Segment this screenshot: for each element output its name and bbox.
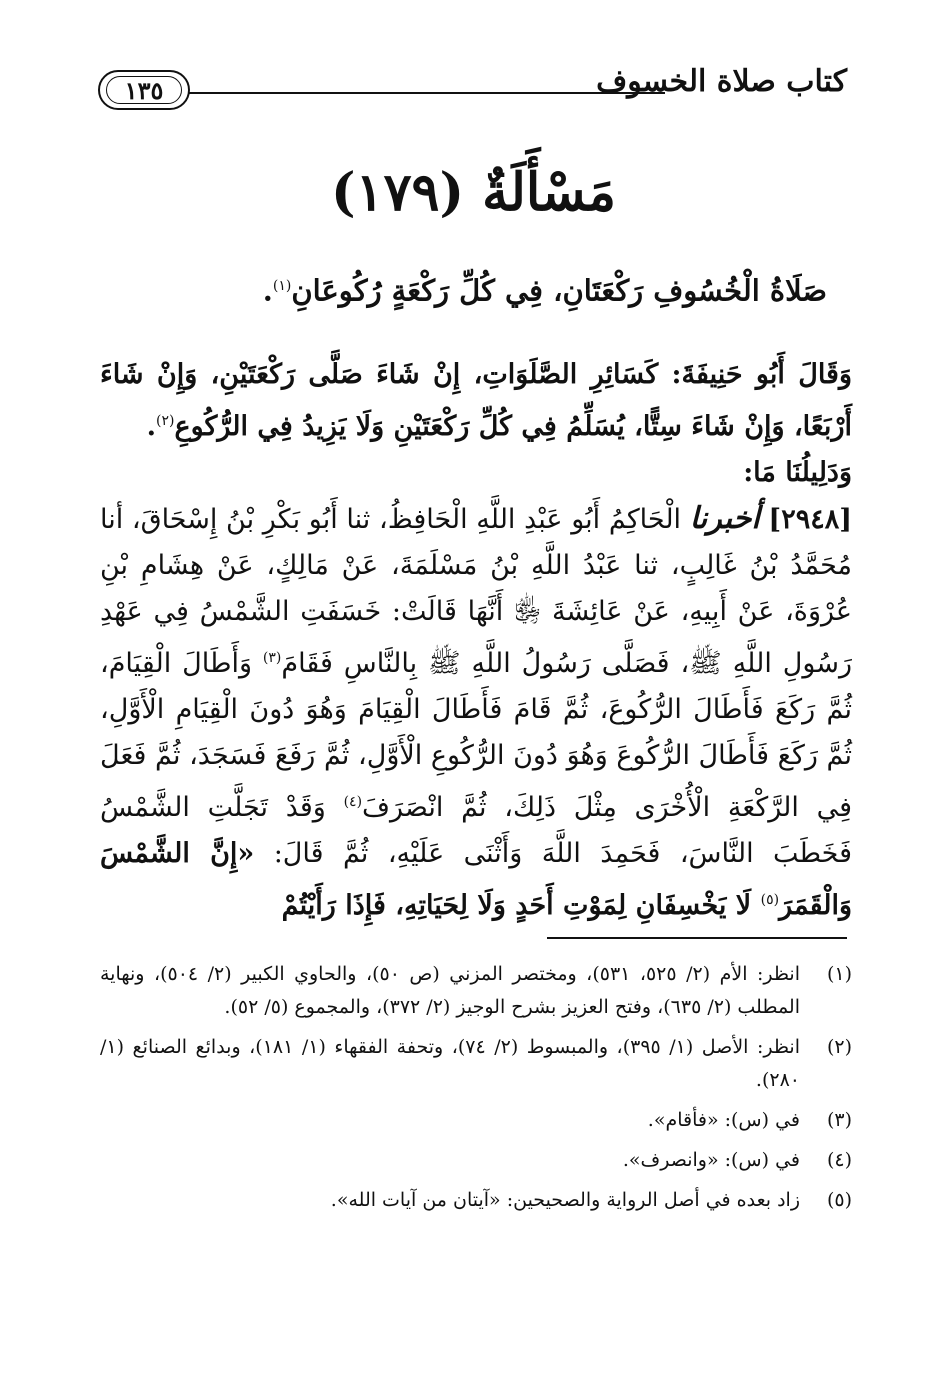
statement-end: . (262, 273, 273, 308)
footnote-text: في (س): «وانصرف». (622, 1149, 800, 1171)
hadith-text-d: لَا يَخْسِفَانِ لِمَوْتِ أَحَدٍ وَلَا لِحَيَاتِهِ، فَإِذَا رَأَيْتُمْ (281, 890, 761, 921)
issue-statement (100, 262, 827, 315)
footnote-ref-2: (٢) (156, 413, 175, 429)
hadith-text-c: وَقَدْ تَجَلَّتِ الشَّمْسُ فَخَطَبَ النَّاسَ، فَحَمِدَ اللَّهَ وَأَثْنَى عَلَيْهِ، ثُمَّ قَالَ: (100, 792, 852, 869)
issue-heading: مَسْأَلَةٌ (١٧٩) (331, 162, 616, 223)
hadith-number: [٢٩٤٨] (768, 504, 852, 535)
statement-text: صَلَاةُ الْخُسُوفِ رَكْعَتَانِ، فِي كُلِّ رَكْعَةٍ رُكُوعَانِ (291, 273, 827, 308)
akhbarana-word: أخبرنا (689, 501, 760, 536)
footnote-ref-4: (٤) (343, 794, 363, 810)
paragraph-abu-hanifa-end: . (146, 411, 156, 442)
footnote-ref-3: (٣) (262, 650, 282, 666)
paragraph-evidence-intro (100, 450, 852, 496)
footnote-item (100, 1184, 852, 1217)
hadith-quote: «إِنَّ الشَّمْسَ وَالْقَمَرَ (100, 838, 852, 921)
footnote-text: انظر: الأصل (١/ ٣٩٥)، والمبسوط (٢/ ٧٤)، وتحفة الفقهاء (١/ ١٨١)، وبدائع الصنائع (١/ ٢٨٠). (100, 1036, 800, 1091)
hadith-text-a: الْحَاكِمُ أَبُو عَبْدِ اللَّهِ الْحَافِظُ، ثنا أَبُو بَكْرِ بْنُ إِسْحَاقَ، أنا مُحَمَّدُ بْنُ غَالِبٍ، ثنا عَبْدُ اللَّهِ بْنُ مَسْلَمَةَ، عَنْ مَالِكٍ، عَنْ هِشَامِ بْنِ عُرْوَةَ، عَنْ أَبِيهِ، عَنْ عَائِشَةَ ﵂ أَنَّهَا قَالَتْ: خَسَفَتِ الشَّمْسُ فِي عَهْدِ رَسُولِ اللَّهِ ﷺ، فَصَلَّى رَسُولُ اللَّهِ ﷺ بِالنَّاسِ فَقَامَ (100, 504, 852, 679)
footnotes (100, 958, 852, 1224)
footnote-number: (٣) (826, 1109, 852, 1131)
footnote-separator (547, 937, 847, 939)
footnote-item (100, 958, 852, 1024)
page-header (98, 62, 847, 114)
footnote-ref-1: (١) (272, 278, 292, 294)
footnote-text: زاد بعده في أصل الرواية والصحيحين: «آيتان من آيات الله». (330, 1189, 800, 1211)
page-number-badge (98, 70, 190, 110)
page-number: ١٣٥ (124, 75, 164, 105)
footnote-number: (٤) (826, 1149, 852, 1171)
footnote-item (100, 1104, 852, 1137)
footnote-ref-5: (٥) (760, 892, 780, 908)
footnote-number: (٥) (826, 1189, 852, 1211)
paragraph-hadith (100, 496, 852, 929)
footnote-item (100, 1144, 852, 1177)
footnote-text: في (س): «فأقام». (647, 1109, 800, 1131)
book-title: كتاب صلاة الخسوف (596, 64, 847, 99)
evidence-intro-text: وَدَلِيلُنَا مَا: (743, 457, 852, 488)
footnote-text: انظر: الأم (٢/ ٥٢٥، ٥٣١)، ومختصر المزني (ص ٥٠)، والحاوي الكبير (٢/ ٥٠٤)، ونهاية المطلب (٢/ ٦٣٥)، وفتح العزيز بشرح الوجيز (٢/ ٣٧٢)، والمجموع (٥/ ٥٢). (100, 963, 800, 1018)
body-text (100, 352, 852, 929)
footnote-number: (٢) (826, 1036, 852, 1058)
footnote-number: (١) (826, 963, 852, 985)
paragraph-abu-hanifa (100, 352, 852, 450)
header-rule (188, 92, 665, 94)
footnote-item (100, 1031, 852, 1097)
paragraph-abu-hanifa-text: وَقَالَ أَبُو حَنِيفَةَ: كَسَائِرِ الصَّلَوَاتِ، إِنْ شَاءَ صَلَّى رَكْعَتَيْنِ، وَإِنْ شَاءَ أَرْبَعًا، وَإِنْ شَاءَ سِتًّا، يُسَلِّمُ فِي كُلِّ رَكْعَتَيْنِ وَلَا يَزِيدُ فِي الرُّكُوعِ (100, 359, 852, 442)
hadith-text-b: وَأَطَالَ الْقِيَامَ، ثُمَّ رَكَعَ فَأَطَالَ الرُّكُوعَ، ثُمَّ قَامَ فَأَطَالَ الْقِيَامَ وَهُوَ دُونَ الْقِيَامِ الْأَوَّلِ، ثُمَّ رَكَعَ فَأَطَالَ الرُّكُوعَ وَهُوَ دُونَ الرُّكُوعِ الْأَوَّلِ، ثُمَّ رَفَعَ فَسَجَدَ، ثُمَّ فَعَلَ فِي الرَّكْعَةِ الْأُخْرَى مِثْلَ ذَلِكَ، ثُمَّ انْصَرَفَ (100, 648, 853, 823)
